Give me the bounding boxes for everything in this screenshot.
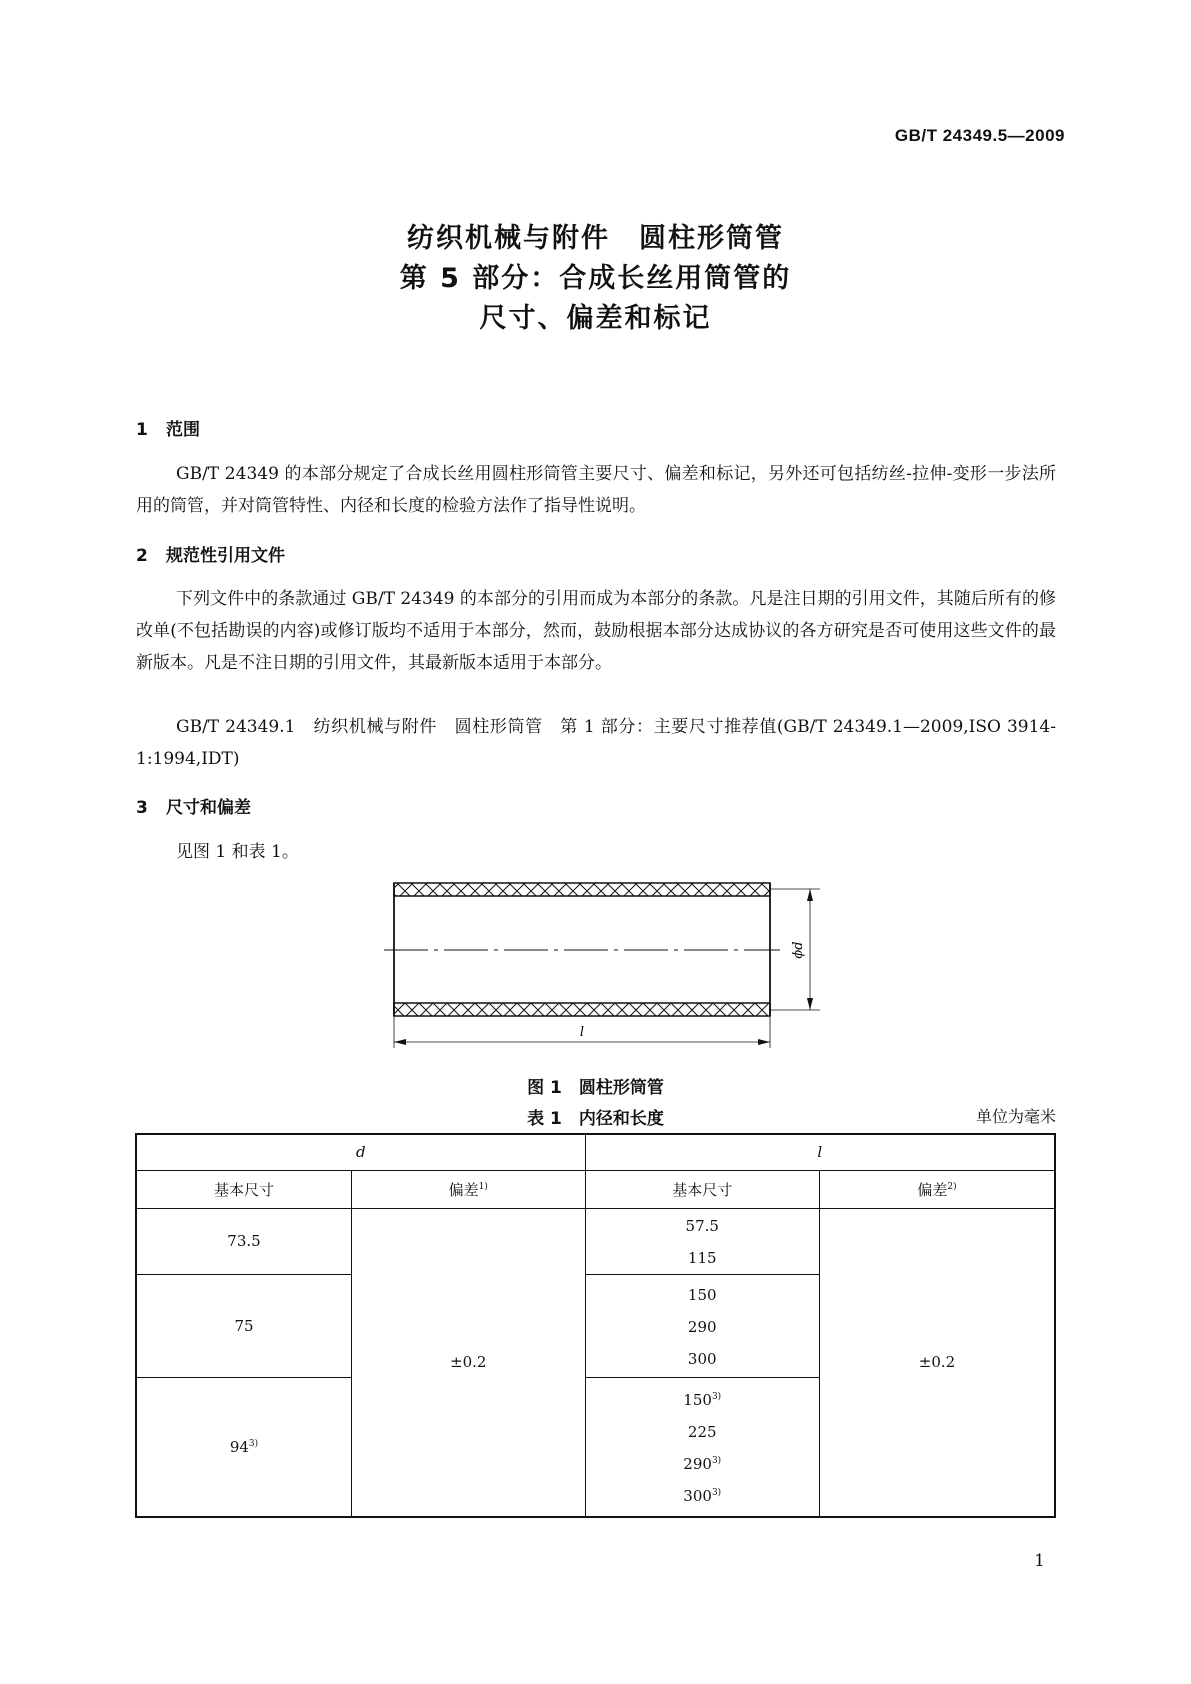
col-header-tol-l [819, 1170, 1055, 1208]
refs-intro-text: 下列文件中的条款通过 GB/T 24349 的本部分的引用而成为本部分的条款。凡是注日期的引用文件，其随后所有的修改单(不包括勘误的内容)或修订版均不适用于本部分，然而，鼓励根据本部分达成协议的各方研究是否可使用这些文件的最新版本。凡是不注日期的引用文件，其最新版本适用于本部分。 [136, 589, 1056, 673]
cell-d-basic [136, 1208, 352, 1274]
l-value: 290 [687, 1317, 717, 1336]
section-title: 尺寸和偏差 [166, 798, 251, 818]
col-header-basic-d: 基本尺寸 [136, 1170, 352, 1208]
l-value: 150 [687, 1285, 717, 1304]
see-paragraph [136, 836, 1056, 868]
l-value: 290$^{3)}$ [683, 1454, 722, 1473]
table-unit: 单位为毫米 [975, 1107, 1056, 1126]
title-line-2: 第 5 部分：合成长丝用筒管的 [399, 263, 792, 294]
refs-intro-paragraph [136, 583, 1056, 679]
length-arrow-left [394, 1039, 406, 1045]
section-2-heading [136, 541, 285, 566]
l-value: 115 [687, 1249, 717, 1267]
tube-drawing [370, 870, 830, 1060]
cell-l-basic [585, 1274, 819, 1377]
group-header-d: d [136, 1134, 585, 1170]
footnote-ref: 2) [947, 1181, 957, 1192]
tube-top-wall [394, 883, 770, 896]
d-value: 75 [234, 1316, 254, 1335]
section-1-heading [136, 415, 200, 440]
tube-bottom-wall [394, 1003, 770, 1016]
dimensions-table [135, 1133, 1056, 1518]
table-group-header-row [136, 1134, 1055, 1170]
col-header-tol-l-text: 偏差 [917, 1180, 948, 1199]
footnote-ref: 1) [478, 1181, 488, 1192]
scope-paragraph [136, 458, 1056, 522]
ref-item-paragraph [136, 711, 1056, 775]
section-title: 规范性引用文件 [166, 546, 285, 566]
group-header-l: l [585, 1134, 1055, 1170]
scope-text: GB/T 24349 的本部分规定了合成长丝用圆柱形筒管主要尺寸、偏差和标记，另外还可包括纺丝-拉伸-变形一步法所用的筒管，并对筒管特性、内径和长度的检验方法作了指导性说明。 [136, 464, 1056, 516]
d-value: 94 [229, 1437, 249, 1456]
d-value: 73.5 [227, 1232, 261, 1250]
cell-d-tolerance: ±0.2 [352, 1208, 585, 1517]
table-row [136, 1208, 1055, 1274]
col-header-tol-d [352, 1170, 585, 1208]
section-number: 2 [136, 546, 148, 566]
diameter-arrow-bottom [807, 998, 813, 1010]
cell-d-basic [136, 1274, 352, 1377]
cell-d-basic [136, 1377, 352, 1517]
see-text: 见图 1 和表 1。 [176, 842, 299, 862]
standard-number: GB/T 24349.5—2009 [894, 126, 1065, 145]
l-value: 300 [687, 1349, 717, 1368]
figure-caption: 图 1 圆柱形筒管 [527, 1078, 664, 1098]
section-title: 范围 [166, 420, 200, 440]
title-line-1: 纺织机械与附件 圆柱形筒管 [407, 223, 784, 254]
section-number: 1 [136, 420, 148, 440]
title-line-3: 尺寸、偏差和标记 [479, 303, 712, 334]
l-value: 225 [687, 1422, 717, 1441]
l-value: 57.5 [685, 1217, 719, 1235]
l-value: 300$^{3)}$ [683, 1486, 722, 1505]
length-label: l [579, 1025, 585, 1040]
cell-l-basic [585, 1208, 819, 1274]
cell-l-basic [585, 1377, 819, 1517]
col-header-tol-d-text: 偏差 [448, 1180, 479, 1199]
length-arrow-right [758, 1039, 770, 1045]
diameter-label: ϕd [791, 941, 806, 959]
table-column-header-row [136, 1170, 1055, 1208]
footnote-ref: 3) [248, 1438, 259, 1449]
col-header-basic-l: 基本尺寸 [585, 1170, 819, 1208]
l-value: 150$^{3)}$ [683, 1390, 722, 1409]
diameter-arrow-top [807, 889, 813, 901]
section-number: 3 [136, 798, 148, 818]
table-caption: 表 1 内径和长度 [527, 1109, 664, 1129]
ref-item-text: GB/T 24349.1 纺织机械与附件 圆柱形筒管 第 1 部分：主要尺寸推荐值(GB/T 24349.1—2009,ISO 3914-1:1994,IDT) [136, 717, 1056, 769]
cell-l-tolerance: ±0.2 [819, 1208, 1055, 1517]
page-number: 1 [1034, 1551, 1045, 1571]
section-3-heading [136, 793, 251, 818]
